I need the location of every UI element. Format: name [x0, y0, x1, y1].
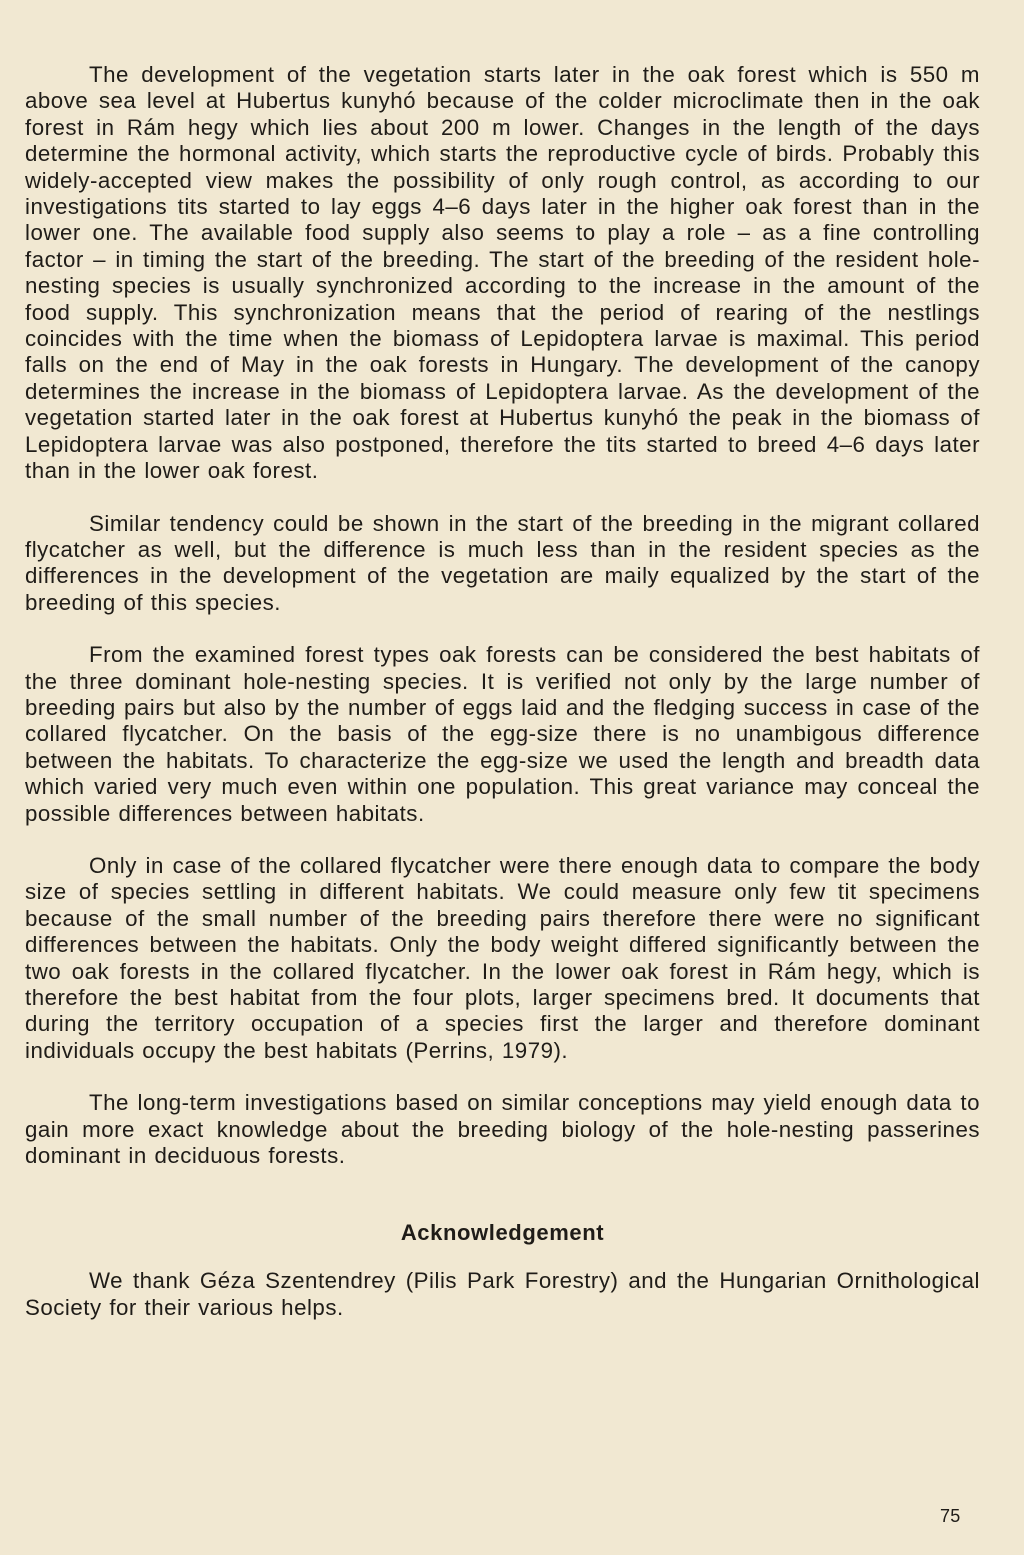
page-body — [25, 62, 980, 1321]
page-number: 75 — [940, 1506, 961, 1526]
acknowledgement-heading: Acknowledgement — [400, 1220, 605, 1246]
paragraph-vegetation-development: The development of the vegetation starts later in the oak forest which is 550 m above sea level at Hubertus kunyhó because of the colder microclimate then in the oak forest in Rám hegy which lies about 200 m lower. Changes in the length of the days determine the hormonal activity, which starts the reproductive cycle of birds. Probably this widely-accepted view makes the possibility of only rough control, as according to our investigations tits started to lay eggs 4–6 days later in the higher oak forest than in the lower one. The available food supply also seems to play a role – as a fine controlling factor – in timing the start of the breeding. The start of the breeding of the resident hole-nesting species is usually synchronized according to the increase in the amount of the food supply. This synchronization means that the period of rearing of the nestlings coincides with the time when the biomass of Lepidoptera larvae is maximal. This period falls on the end of May in the oak forests in Hungary. The development of the canopy determines the increase in the biomass of Lepidoptera larvae. As the development of the vegetation started later in the oak forest at Hubertus kunyhó the peak in the biomass of Lepidoptera larvae was also postponed, therefore the tits started to breed 4–6 days later than in the lower oak forest. — [25, 62, 980, 484]
paragraph-long-term-investigations: The long-term investigations based on similar conceptions may yield enough data to gain more exact knowledge about the breeding biology of the hole-nesting passerines dominant in deciduous forests. — [25, 1090, 980, 1169]
acknowledgement-text: We thank Géza Szentendrey (Pilis Park Forestry) and the Hungarian Ornithological Society for their various helps. — [25, 1268, 980, 1320]
paragraph-body-size: Only in case of the collared flycatcher were there enough data to compare the body size of species settling in different habitats. We could measure only few tit specimens because of the small number of the breeding pairs therefore there were no significant differences between the habitats. Only the body weight differed significantly between the two oak forests in the collared flycatcher. In the lower oak forest in Rám hegy, which is therefore the best habitat from the four plots, larger specimens bred. It documents that during the territory occupation of a species first the larger and therefore dominant individuals occupy the best habitats (Perrins, 1979). — [25, 852, 980, 1063]
paragraph-habitat-quality: From the examined forest types oak forests can be considered the best habitats of the three dominant hole-nesting species. It is verified not only by the large number of breeding pairs but also by the number of eggs laid and the fledging success in case of the collared flycatcher. On the basis of the egg-size there is no unambigous difference between the habitats. To characterize the egg-size we used the length and breadth data which varied very much even within one population. This great variance may conceal the possible differences between habitats. — [25, 642, 980, 826]
paragraph-migrant-flycatcher: Similar tendency could be shown in the start of the breeding in the migrant collared flycatcher as well, but the difference is much less than in the resident species as the differences in the development of the vegetation are maily equalized by the start of the breeding of this species. — [25, 510, 980, 615]
